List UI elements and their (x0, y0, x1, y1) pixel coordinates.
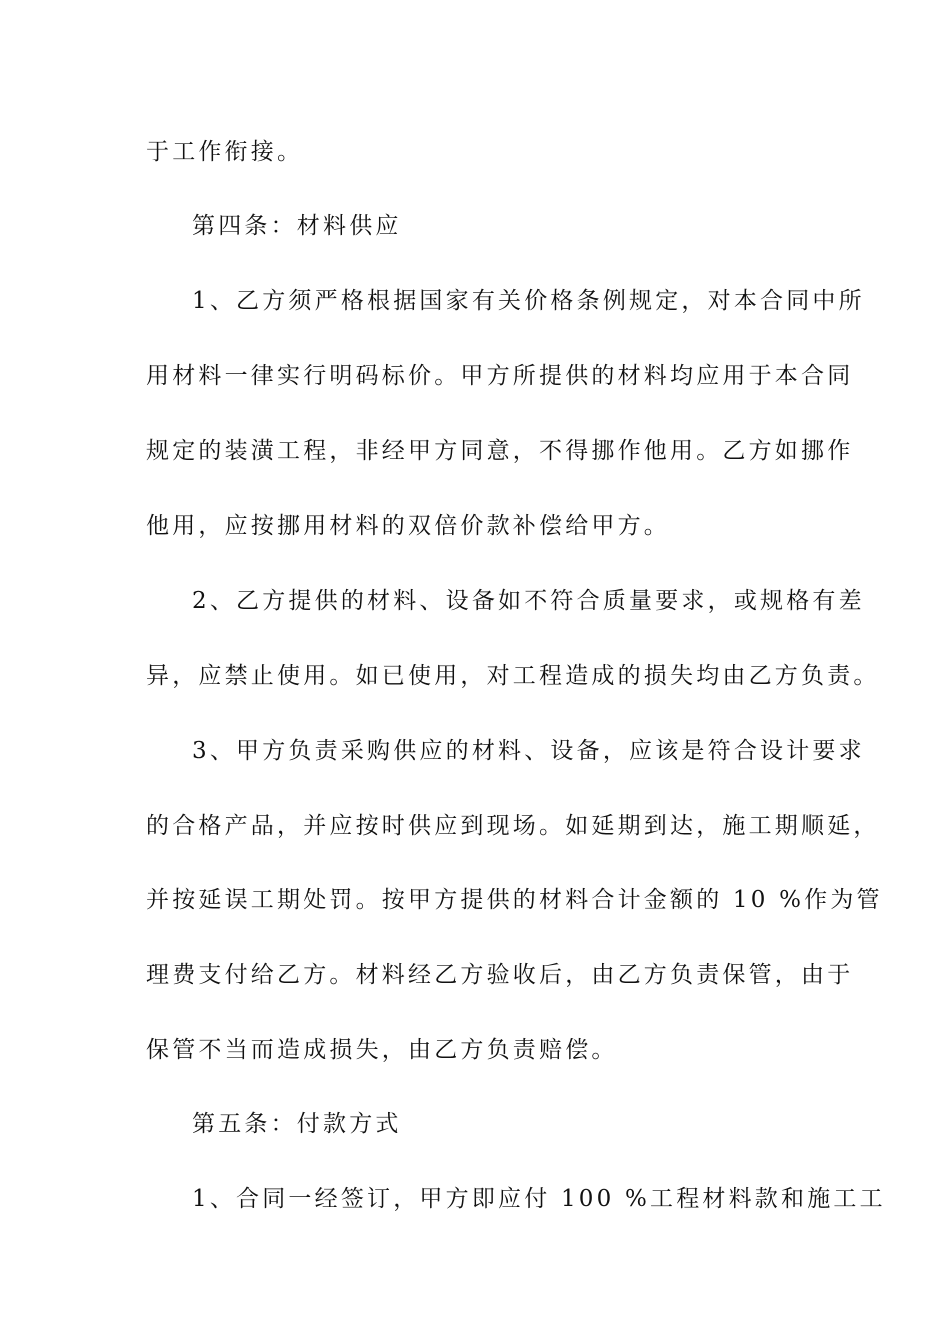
text-line: 3、甲方负责采购供应的材料、设备，应该是符合设计要求 (192, 738, 865, 764)
section-heading: 第四条：材料供应 (192, 213, 402, 239)
text-line: 2、乙方提供的材料、设备如不符合质量要求，或规格有差 (192, 588, 865, 614)
section-heading: 第五条：付款方式 (192, 1111, 402, 1137)
text-line: 保管不当而造成损失，由乙方负责赔偿。 (146, 1037, 618, 1063)
text-line: 于工作衔接。 (146, 139, 304, 165)
text-line: 并按延误工期处罚。按甲方提供的材料合计金额的 10 %作为管 (146, 887, 883, 913)
text-line: 1、合同一经签订，甲方即应付 100 %工程材料款和施工工 (192, 1186, 886, 1212)
text-line: 理费支付给乙方。材料经乙方验收后，由乙方负责保管，由于 (146, 962, 854, 988)
text-line: 1、乙方须严格根据国家有关价格条例规定，对本合同中所 (192, 288, 865, 314)
text-line: 用材料一律实行明码标价。甲方所提供的材料均应用于本合同 (146, 363, 854, 389)
text-line: 规定的装潢工程，非经甲方同意，不得挪作他用。乙方如挪作 (146, 438, 854, 464)
text-line: 他用，应按挪用材料的双倍价款补偿给甲方。 (146, 513, 670, 539)
text-line: 异，应禁止使用。如已使用，对工程造成的损失均由乙方负责。 (146, 663, 880, 689)
text-line: 的合格产品，并应按时供应到现场。如延期到达，施工期顺延， (146, 813, 880, 839)
